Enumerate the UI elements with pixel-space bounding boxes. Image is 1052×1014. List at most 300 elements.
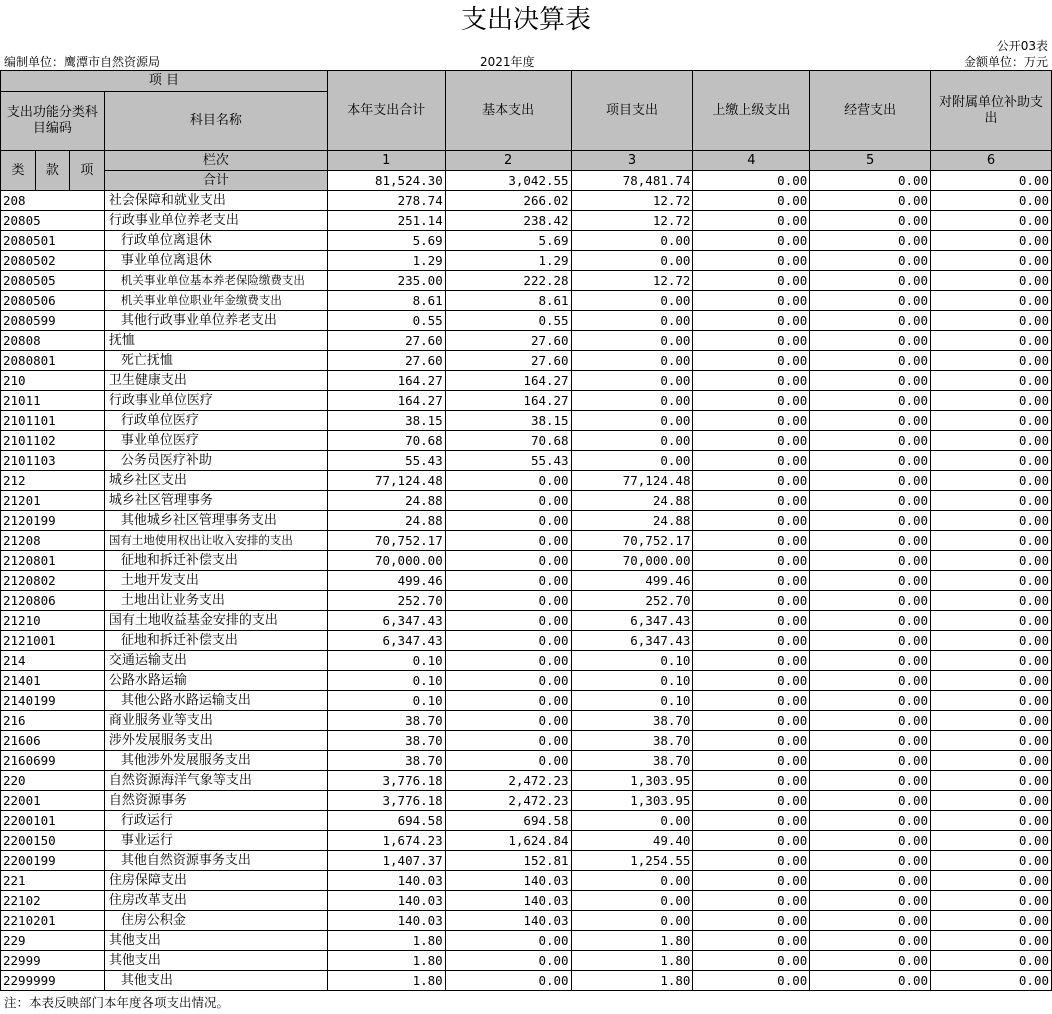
row-code: 2200150 — [1, 831, 105, 851]
row-value: 140.03 — [445, 911, 571, 931]
row-value: 0.00 — [445, 951, 571, 971]
row-subject-name: 城乡社区支出 — [104, 471, 327, 491]
row-value: 6,347.43 — [327, 631, 445, 651]
row-value: 55.43 — [327, 451, 445, 471]
row-value: 2,472.23 — [445, 791, 571, 811]
row-value: 0.00 — [810, 711, 931, 731]
row-subject-name: 其他支出 — [104, 951, 327, 971]
col-num-2: 2 — [445, 151, 571, 171]
table-row — [1, 611, 1052, 631]
row-subject-name: 行政运行 — [104, 811, 327, 831]
row-value: 0.10 — [327, 691, 445, 711]
row-value: 0.00 — [571, 871, 693, 891]
table-row — [1, 571, 1052, 591]
row-code: 210 — [1, 371, 105, 391]
row-value: 0.00 — [693, 191, 810, 211]
row-value: 0.00 — [693, 631, 810, 651]
table-row — [1, 491, 1052, 511]
row-value: 140.03 — [327, 911, 445, 931]
row-value: 27.60 — [445, 351, 571, 371]
row-code: 2200199 — [1, 851, 105, 871]
row-value: 38.70 — [327, 731, 445, 751]
row-value: 0.00 — [931, 591, 1052, 611]
row-value: 38.70 — [327, 711, 445, 731]
row-subject-name: 死亡抚恤 — [104, 351, 327, 371]
row-value: 0.00 — [693, 471, 810, 491]
col-num-1: 1 — [327, 151, 445, 171]
header-lei: 类 — [1, 151, 36, 191]
row-value: 2,472.23 — [445, 771, 571, 791]
row-value: 0.00 — [445, 471, 571, 491]
row-code: 2200101 — [1, 811, 105, 831]
row-value: 1.80 — [571, 971, 693, 991]
row-value: 0.00 — [693, 791, 810, 811]
row-value: 1.80 — [327, 931, 445, 951]
col-num-5: 5 — [810, 151, 931, 171]
row-value: 12.72 — [571, 191, 693, 211]
row-value: 0.00 — [931, 831, 1052, 851]
row-value: 0.00 — [445, 651, 571, 671]
row-value: 0.00 — [931, 551, 1052, 571]
row-code: 21210 — [1, 611, 105, 631]
col-num-6: 6 — [931, 151, 1052, 171]
row-value: 0.00 — [571, 311, 693, 331]
row-value: 0.00 — [931, 731, 1052, 751]
table-row — [1, 291, 1052, 311]
row-value: 0.00 — [693, 411, 810, 431]
row-value: 235.00 — [327, 271, 445, 291]
row-value: 38.70 — [327, 751, 445, 771]
row-subject-name: 事业运行 — [104, 831, 327, 851]
table-row — [1, 951, 1052, 971]
table-row — [1, 271, 1052, 291]
row-value: 1,254.55 — [571, 851, 693, 871]
header-col-6: 对附属单位补助支出 — [931, 71, 1052, 151]
table-row — [1, 191, 1052, 211]
row-value: 164.27 — [445, 391, 571, 411]
header-col-1: 本年支出合计 — [327, 71, 445, 151]
row-value: 0.00 — [693, 571, 810, 591]
row-code: 21208 — [1, 531, 105, 551]
row-value: 0.00 — [693, 611, 810, 631]
row-subject-name: 抚恤 — [104, 331, 327, 351]
row-value: 0.10 — [571, 651, 693, 671]
row-code: 22999 — [1, 951, 105, 971]
row-value: 0.00 — [445, 511, 571, 531]
row-value: 0.00 — [810, 971, 931, 991]
col-num-3: 3 — [571, 151, 693, 171]
row-subject-name: 征地和拆迁补偿支出 — [104, 551, 327, 571]
table-row — [1, 511, 1052, 531]
row-value: 0.00 — [810, 271, 931, 291]
row-subject-name: 土地开发支出 — [104, 571, 327, 591]
row-value: 0.00 — [810, 211, 931, 231]
row-value: 24.88 — [327, 491, 445, 511]
row-code: 2080599 — [1, 311, 105, 331]
row-value: 8.61 — [445, 291, 571, 311]
row-subject-name: 商业服务业等支出 — [104, 711, 327, 731]
row-value: 0.00 — [810, 531, 931, 551]
row-value: 0.00 — [693, 591, 810, 611]
row-value: 70,000.00 — [327, 551, 445, 571]
row-value: 251.14 — [327, 211, 445, 231]
table-row — [1, 371, 1052, 391]
row-subject-name: 事业单位医疗 — [104, 431, 327, 451]
row-value: 24.88 — [571, 511, 693, 531]
row-value: 0.00 — [931, 471, 1052, 491]
row-value: 0.00 — [571, 811, 693, 831]
row-subject-name: 国有土地使用权出让收入安排的支出 — [104, 531, 327, 551]
row-value: 0.00 — [810, 831, 931, 851]
row-value: 0.00 — [810, 731, 931, 751]
table-row — [1, 911, 1052, 931]
row-value: 0.00 — [931, 431, 1052, 451]
row-value: 1,624.84 — [445, 831, 571, 851]
row-value: 0.00 — [445, 731, 571, 751]
row-value: 0.00 — [445, 711, 571, 731]
row-value: 0.00 — [693, 931, 810, 951]
row-value: 0.00 — [693, 751, 810, 771]
row-value: 0.00 — [571, 291, 693, 311]
row-value: 3,776.18 — [327, 791, 445, 811]
row-value: 0.00 — [931, 271, 1052, 291]
row-code: 22001 — [1, 791, 105, 811]
row-value: 0.00 — [810, 651, 931, 671]
row-value: 0.00 — [810, 771, 931, 791]
row-code: 2120806 — [1, 591, 105, 611]
row-value: 0.00 — [445, 571, 571, 591]
table-row — [1, 711, 1052, 731]
table-row — [1, 871, 1052, 891]
row-subject-name: 其他城乡社区管理事务支出 — [104, 511, 327, 531]
row-value: 0.00 — [810, 591, 931, 611]
row-value: 1.80 — [571, 931, 693, 951]
row-value: 0.00 — [810, 891, 931, 911]
total-value: 78,481.74 — [571, 171, 693, 191]
row-value: 0.00 — [810, 251, 931, 271]
row-value: 12.72 — [571, 211, 693, 231]
row-value: 0.00 — [931, 891, 1052, 911]
row-value: 6,347.43 — [571, 611, 693, 631]
total-value: 0.00 — [810, 171, 931, 191]
row-value: 77,124.48 — [571, 471, 693, 491]
row-subject-name: 公路水路运输 — [104, 671, 327, 691]
row-value: 3,776.18 — [327, 771, 445, 791]
row-value: 0.00 — [931, 611, 1052, 631]
row-subject-name: 住房公积金 — [104, 911, 327, 931]
row-value: 0.00 — [693, 351, 810, 371]
row-value: 0.00 — [693, 771, 810, 791]
row-value: 49.40 — [571, 831, 693, 851]
row-value: 164.27 — [327, 391, 445, 411]
row-subject-name: 事业单位离退休 — [104, 251, 327, 271]
table-row — [1, 931, 1052, 951]
row-value: 0.00 — [571, 391, 693, 411]
row-value: 0.00 — [931, 771, 1052, 791]
row-value: 0.00 — [810, 811, 931, 831]
row-value: 0.00 — [693, 851, 810, 871]
row-value: 0.00 — [693, 531, 810, 551]
row-value: 0.00 — [931, 571, 1052, 591]
table-row — [1, 811, 1052, 831]
expenditure-table — [0, 70, 1052, 991]
row-value: 0.00 — [810, 911, 931, 931]
row-value: 1.80 — [327, 951, 445, 971]
row-value: 0.00 — [693, 891, 810, 911]
row-code: 2121001 — [1, 631, 105, 651]
table-row — [1, 251, 1052, 271]
row-code: 2080502 — [1, 251, 105, 271]
row-value: 0.00 — [810, 551, 931, 571]
row-subject-name: 住房保障支出 — [104, 871, 327, 891]
row-value: 140.03 — [327, 891, 445, 911]
row-value: 0.00 — [810, 231, 931, 251]
header-col-2: 基本支出 — [445, 71, 571, 151]
row-code: 21606 — [1, 731, 105, 751]
row-value: 0.00 — [693, 371, 810, 391]
row-value: 0.00 — [693, 871, 810, 891]
total-value: 0.00 — [931, 171, 1052, 191]
row-value: 0.00 — [810, 691, 931, 711]
row-value: 0.00 — [810, 951, 931, 971]
row-value: 0.00 — [810, 411, 931, 431]
table-row — [1, 351, 1052, 371]
row-value: 0.00 — [693, 211, 810, 231]
row-code: 216 — [1, 711, 105, 731]
row-value: 0.00 — [693, 971, 810, 991]
row-value: 222.28 — [445, 271, 571, 291]
row-value: 77,124.48 — [327, 471, 445, 491]
row-value: 0.00 — [931, 791, 1052, 811]
row-value: 164.27 — [445, 371, 571, 391]
table-row — [1, 591, 1052, 611]
row-subject-name: 其他支出 — [104, 971, 327, 991]
row-value: 0.00 — [693, 311, 810, 331]
total-value: 0.00 — [693, 171, 810, 191]
row-value: 0.00 — [445, 611, 571, 631]
row-value: 0.00 — [693, 291, 810, 311]
row-subject-name: 交通运输支出 — [104, 651, 327, 671]
row-value: 266.02 — [445, 191, 571, 211]
row-value: 0.10 — [327, 671, 445, 691]
row-value: 0.00 — [810, 311, 931, 331]
row-value: 0.00 — [810, 491, 931, 511]
row-value: 1,407.37 — [327, 851, 445, 871]
row-value: 0.00 — [810, 611, 931, 631]
row-value: 55.43 — [445, 451, 571, 471]
row-value: 0.00 — [810, 451, 931, 471]
row-subject-name: 其他自然资源事务支出 — [104, 851, 327, 871]
row-code: 2120199 — [1, 511, 105, 531]
header-func-code: 支出功能分类科目编码 — [1, 92, 105, 151]
row-value: 0.00 — [810, 751, 931, 771]
row-value: 0.00 — [571, 911, 693, 931]
row-value: 0.00 — [571, 891, 693, 911]
col-num-4: 4 — [693, 151, 810, 171]
row-value: 0.00 — [445, 751, 571, 771]
row-subject-name: 征地和拆迁补偿支出 — [104, 631, 327, 651]
row-value: 0.00 — [931, 671, 1052, 691]
row-value: 1.80 — [571, 951, 693, 971]
row-value: 140.03 — [445, 871, 571, 891]
row-value: 0.55 — [327, 311, 445, 331]
row-value: 0.00 — [931, 971, 1052, 991]
table-row — [1, 851, 1052, 871]
row-value: 0.00 — [445, 551, 571, 571]
row-value: 0.00 — [810, 471, 931, 491]
row-value: 0.00 — [571, 231, 693, 251]
row-value: 70.68 — [445, 431, 571, 451]
row-subject-name: 城乡社区管理事务 — [104, 491, 327, 511]
row-code: 21401 — [1, 671, 105, 691]
row-value: 27.60 — [445, 331, 571, 351]
row-value: 0.00 — [810, 371, 931, 391]
total-label: 合计 — [104, 171, 327, 191]
row-code: 229 — [1, 931, 105, 951]
row-value: 0.00 — [571, 411, 693, 431]
row-value: 0.00 — [445, 971, 571, 991]
row-code: 2299999 — [1, 971, 105, 991]
row-value: 0.00 — [931, 931, 1052, 951]
row-value: 5.69 — [327, 231, 445, 251]
row-value: 252.70 — [327, 591, 445, 611]
row-subject-name: 行政单位医疗 — [104, 411, 327, 431]
row-value: 0.00 — [931, 251, 1052, 271]
table-row — [1, 831, 1052, 851]
row-value: 0.00 — [693, 951, 810, 971]
row-code: 2080501 — [1, 231, 105, 251]
row-code: 2160699 — [1, 751, 105, 771]
row-value: 140.03 — [445, 891, 571, 911]
table-row — [1, 531, 1052, 551]
row-value: 0.00 — [445, 591, 571, 611]
row-value: 278.74 — [327, 191, 445, 211]
row-subject-name: 自然资源事务 — [104, 791, 327, 811]
row-value: 0.00 — [931, 311, 1052, 331]
row-code: 21201 — [1, 491, 105, 511]
table-row — [1, 691, 1052, 711]
row-code: 20808 — [1, 331, 105, 351]
row-value: 0.00 — [810, 391, 931, 411]
row-subject-name: 其他行政事业单位养老支出 — [104, 311, 327, 331]
row-value: 0.00 — [931, 231, 1052, 251]
table-row — [1, 471, 1052, 491]
row-value: 252.70 — [571, 591, 693, 611]
row-code: 2080801 — [1, 351, 105, 371]
row-value: 694.58 — [445, 811, 571, 831]
page-title: 支出决算表 — [460, 5, 591, 35]
row-subject-name: 土地出让业务支出 — [104, 591, 327, 611]
row-value: 0.00 — [445, 671, 571, 691]
row-value: 0.00 — [571, 351, 693, 371]
row-subject-name: 行政单位离退休 — [104, 231, 327, 251]
row-value: 0.00 — [931, 331, 1052, 351]
row-value: 140.03 — [327, 871, 445, 891]
row-value: 0.00 — [931, 911, 1052, 931]
table-row — [1, 331, 1052, 351]
row-value: 0.00 — [693, 451, 810, 471]
row-value: 0.00 — [445, 631, 571, 651]
row-subject-name: 卫生健康支出 — [104, 371, 327, 391]
row-code: 2210201 — [1, 911, 105, 931]
table-row — [1, 971, 1052, 991]
total-value: 3,042.55 — [445, 171, 571, 191]
row-value: 0.00 — [571, 331, 693, 351]
table-row — [1, 211, 1052, 231]
unit-label: 编制单位：鹰潭市自然资源局 — [4, 55, 161, 69]
row-value: 0.00 — [693, 651, 810, 671]
row-value: 38.15 — [445, 411, 571, 431]
row-code: 2101102 — [1, 431, 105, 451]
row-value: 6,347.43 — [571, 631, 693, 651]
row-value: 1,303.95 — [571, 791, 693, 811]
row-value: 0.00 — [693, 831, 810, 851]
row-value: 8.61 — [327, 291, 445, 311]
row-value: 0.00 — [931, 511, 1052, 531]
row-value: 0.00 — [693, 251, 810, 271]
row-value: 1.29 — [327, 251, 445, 271]
row-value: 0.00 — [931, 211, 1052, 231]
row-value: 0.00 — [810, 431, 931, 451]
row-value: 0.00 — [445, 491, 571, 511]
row-value: 70,000.00 — [571, 551, 693, 571]
row-code: 20805 — [1, 211, 105, 231]
row-value: 152.81 — [445, 851, 571, 871]
row-value: 6,347.43 — [327, 611, 445, 631]
row-value: 0.10 — [571, 671, 693, 691]
row-code: 2101101 — [1, 411, 105, 431]
row-value: 0.00 — [810, 631, 931, 651]
row-value: 1,674.23 — [327, 831, 445, 851]
row-code: 214 — [1, 651, 105, 671]
row-subject-name: 机关事业单位职业年金缴费支出 — [104, 291, 327, 311]
row-value: 0.00 — [810, 191, 931, 211]
row-value: 0.00 — [810, 291, 931, 311]
row-value: 0.00 — [693, 231, 810, 251]
header-col-4: 上缴上级支出 — [693, 71, 810, 151]
row-value: 0.00 — [445, 931, 571, 951]
row-subject-name: 自然资源海洋气象等支出 — [104, 771, 327, 791]
row-subject-name: 涉外发展服务支出 — [104, 731, 327, 751]
form-code-row — [0, 38, 1052, 54]
row-value: 0.55 — [445, 311, 571, 331]
row-value: 1.80 — [327, 971, 445, 991]
row-value: 499.46 — [571, 571, 693, 591]
row-value: 24.88 — [327, 511, 445, 531]
table-row — [1, 671, 1052, 691]
row-value: 0.00 — [693, 391, 810, 411]
row-code: 2140199 — [1, 691, 105, 711]
table-row — [1, 651, 1052, 671]
header-col-3: 项目支出 — [571, 71, 693, 151]
row-value: 0.00 — [693, 711, 810, 731]
row-code: 221 — [1, 871, 105, 891]
header-col-5: 经营支出 — [810, 71, 931, 151]
row-value: 0.00 — [931, 491, 1052, 511]
row-value: 24.88 — [571, 491, 693, 511]
table-row — [1, 411, 1052, 431]
row-subject-name: 其他涉外发展服务支出 — [104, 751, 327, 771]
row-value: 0.00 — [445, 531, 571, 551]
table-row — [1, 731, 1052, 751]
row-value: 0.00 — [931, 351, 1052, 371]
header-lanci: 栏次 — [104, 151, 327, 171]
table-row — [1, 391, 1052, 411]
row-subject-name: 住房改革支出 — [104, 891, 327, 911]
row-value: 27.60 — [327, 331, 445, 351]
row-value: 499.46 — [327, 571, 445, 591]
row-code: 21011 — [1, 391, 105, 411]
